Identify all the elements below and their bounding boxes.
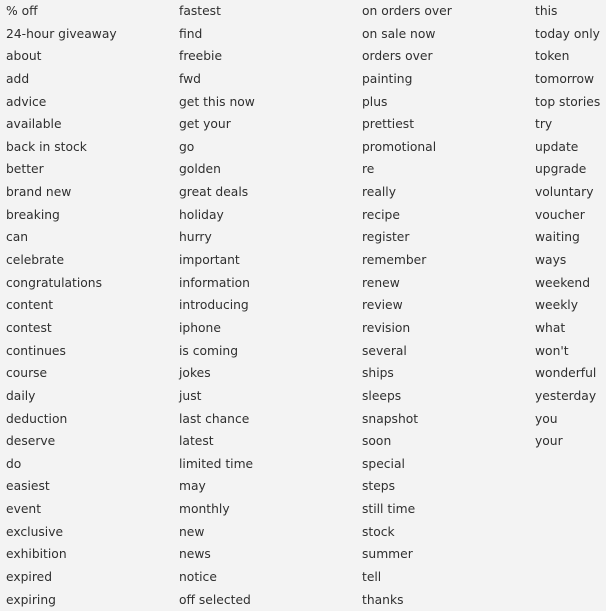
word-column-1 [6,0,117,611]
word-item: may [179,479,206,494]
word-item: plus [362,94,388,109]
word-item: what [535,320,566,335]
word-item: important [179,253,240,268]
word-item: upgrade [535,162,587,177]
word-item: just [179,388,202,403]
word-item: continues [6,343,66,358]
word-item: exclusive [6,524,64,539]
word-item: re [362,162,375,177]
word-item: several [362,343,407,358]
word-item: yesterday [535,388,597,403]
word-item: information [179,275,250,290]
word-item: weekend [535,275,591,290]
word-column-3 [362,0,452,611]
word-item: update [535,139,579,154]
word-item: soon [362,434,392,449]
word-item: add [6,71,30,86]
word-item: special [362,456,405,471]
word-item: top stories [535,94,601,109]
word-item: sleeps [362,388,402,403]
word-item: find [179,26,203,41]
word-item: easiest [6,479,50,494]
word-item: tomorrow [535,71,595,86]
word-item: congratulations [6,275,103,290]
word-item: snapshot [362,411,419,426]
word-item: great deals [179,185,249,200]
word-item: stock [362,524,395,539]
word-item: get your [179,117,231,132]
word-item: this [535,4,558,18]
word-item: do [6,456,22,471]
word-item: event [6,502,42,517]
word-item: wonderful [535,366,597,381]
word-item: content [6,298,54,313]
word-item: can [6,230,29,245]
word-item: notice [179,570,217,585]
word-item: recipe [362,207,400,222]
word-item: steps [362,479,396,494]
word-item: expired [6,570,53,585]
word-item: about [6,49,42,64]
word-item: won't [535,343,569,358]
word-item: still time [362,502,416,517]
word-item: introducing [179,298,249,313]
word-item: get this now [179,94,255,109]
word-item: last chance [179,411,250,426]
word-item: advice [6,94,47,109]
word-item: better [6,162,44,177]
word-item: course [6,366,48,381]
word-item: % off [6,4,38,18]
word-item: prettiest [362,117,415,132]
word-item: renew [362,275,400,290]
word-item: voucher [535,207,585,222]
word-item: expiring [6,592,56,607]
word-item: iphone [179,320,221,335]
word-item: holiday [179,207,224,222]
word-item: orders over [362,49,433,64]
word-item: revision [362,320,411,335]
word-item: back in stock [6,139,87,154]
word-item: latest [179,434,214,449]
word-item: thanks [362,592,404,607]
word-item: 24-hour giveaway [6,26,117,41]
word-item: promotional [362,139,437,154]
word-item: on sale now [362,26,436,41]
word-item: try [535,117,553,132]
word-item: weekly [535,298,579,313]
word-item: freebie [179,49,223,64]
word-item: ships [362,366,394,381]
word-item: register [362,230,410,245]
word-item: deduction [6,411,68,426]
word-column-2 [179,0,255,611]
word-item: brand new [6,185,72,200]
word-item: waiting [535,230,580,245]
word-item: painting [362,71,413,86]
word-item: your [535,434,563,449]
word-item: is coming [179,343,239,358]
word-item: fwd [179,71,201,86]
word-item: hurry [179,230,212,245]
word-item: you [535,411,558,426]
word-item: review [362,298,403,313]
word-item: limited time [179,456,254,471]
word-item: on orders over [362,4,452,18]
word-item: go [179,139,195,154]
word-item: available [6,117,62,132]
word-item: fastest [179,4,221,18]
word-item: voluntary [535,185,594,200]
word-item: celebrate [6,253,65,268]
word-item: ways [535,253,567,268]
word-item: daily [6,388,36,403]
word-item: off selected [179,592,251,607]
word-item: jokes [179,366,211,381]
word-item: tell [362,570,382,585]
word-item: deserve [6,434,56,449]
word-item: remember [362,253,427,268]
word-item: summer [362,547,413,562]
word-item: contest [6,320,52,335]
word-item: exhibition [6,547,67,562]
word-item: breaking [6,207,60,222]
word-item: really [362,185,396,200]
word-item: news [179,547,211,562]
word-column-4 [535,0,600,453]
word-item: monthly [179,502,230,517]
word-item: today only [535,26,600,41]
word-item: new [179,524,205,539]
word-item: token [535,49,570,64]
word-item: golden [179,162,221,177]
